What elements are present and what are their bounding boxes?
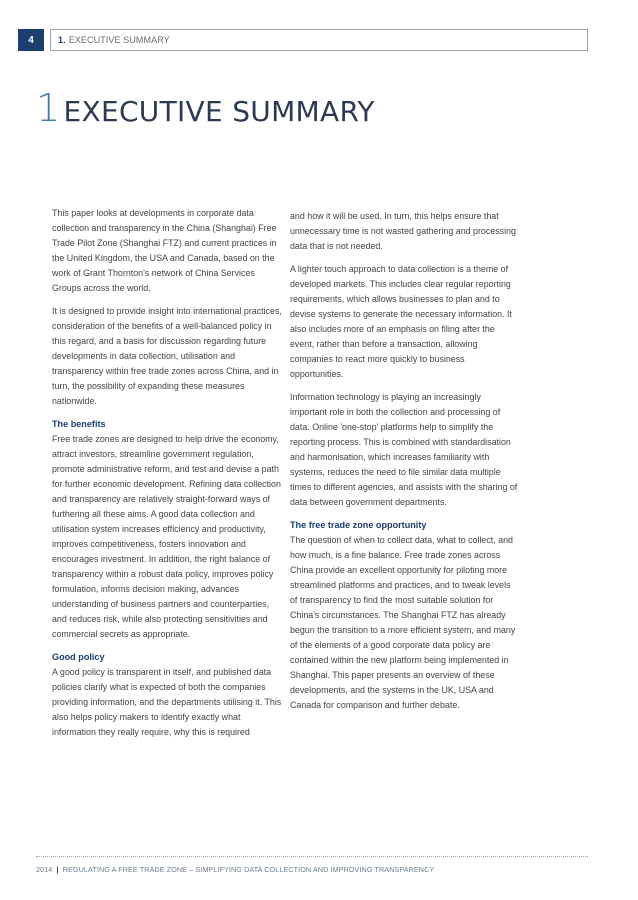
paragraph: and how it will be used. In turn, this helps ensure that unnecessary time is not wasted gathering and processing data that is not needed. xyxy=(290,211,516,251)
page-number: 4 xyxy=(18,29,44,51)
subheading-good-policy: Good policy xyxy=(52,652,105,662)
footer-separator: | xyxy=(56,865,59,874)
section-label: EXECUTIVE SUMMARY xyxy=(68,35,170,45)
left-column xyxy=(52,206,282,748)
page-title xyxy=(36,88,375,132)
footer-title: REGULATING A FREE TRADE ZONE – SIMPLIFYING DATA COLLECTION AND IMPROVING TRANSPARENCY xyxy=(62,865,435,874)
paragraph: Free trade zones are designed to help drive the economy, attract investors, streamline government regulation, promote administrative reform, and test and devise a path for further economic development. Refining data collection and transparency are relatively straight-forward ways of furthering all these aims. A good data collection and utilisation system increases efficiency and productivity, improves competitiveness, fosters innovation and encourages investment. In addition, the right balance of transparency within a robust data policy, improves policy formulation, informs decision making, advances understanding of business partners and counterparties, and reduces risk, while also protecting sensitivities and commercial secrets as appropriate. xyxy=(52,434,281,639)
footer-year: 2014 xyxy=(36,865,53,874)
footer xyxy=(36,865,434,874)
footer-divider xyxy=(36,856,588,857)
paragraph: This paper looks at developments in corporate data collection and transparency in the China (Shanghai) Free Trade Pilot Zone (Shanghai FTZ) and current practices in the United Kingdom, the USA and Canada, based on the work of Grant Thornton's network of China Services Groups across the world. xyxy=(52,208,277,293)
section-header xyxy=(50,29,588,51)
paragraph: A lighter touch approach to data collection is a theme of developed markets. This includes clear regular reporting requirements, which allows businesses to plan and to devise systems to generate the necessary information. It also includes more of an emphasis on filing after the event, rather than before a transaction, allowing companies to react more quickly to business opportunities. xyxy=(290,264,512,379)
paragraph: The question of when to collect data, what to collect, and how much, is a fine balance. Free trade zones across China provide an excellent opportunity for piloting more streamlined platforms and practices, and to tweak levels of transparency to find the most suitable solution for China's circumstances. The Shanghai FTZ has already begun the transition to a more efficient system, and many of the elements of a good corporate data policy are contained within the new platform being implemented in Shanghai. This paper presents an overview of these developments, and the systems in the UK, USA and Canada for comparison and further debate. xyxy=(290,535,516,710)
title-number: 1 xyxy=(36,86,61,130)
section-number: 1. xyxy=(58,35,66,45)
paragraph: A good policy is transparent in itself, and published data policies clarify what is expected of both the companies providing information, and the departments utilising it. This also helps policy makers to identify exactly what information they really require, why this is required xyxy=(52,667,282,737)
subheading-benefits: The benefits xyxy=(52,419,106,429)
paragraph: It is designed to provide insight into international practices, consideration of the benefits of a well-balanced policy in this regard, and a basis for discussion regarding future developments in data collection, utilisation and transparency within free trade zones across China, and in turn, the possibility of expanding these measures nationwide. xyxy=(52,306,282,406)
title-text: EXECUTIVE SUMMARY xyxy=(63,95,375,128)
paragraph: Information technology is playing an increasingly important role in both the collection and processing of data. Online 'one-stop' platforms help to simplify the reporting process. This is combined with standardisation and harmonisation, which increases familiarity with systems, reduces the need to file similar data multiple times to different agencies, and assists with the sharing of data between government departments. xyxy=(290,392,518,507)
right-column xyxy=(290,209,520,721)
subheading-ftz-opportunity: The free trade zone opportunity xyxy=(290,520,427,530)
